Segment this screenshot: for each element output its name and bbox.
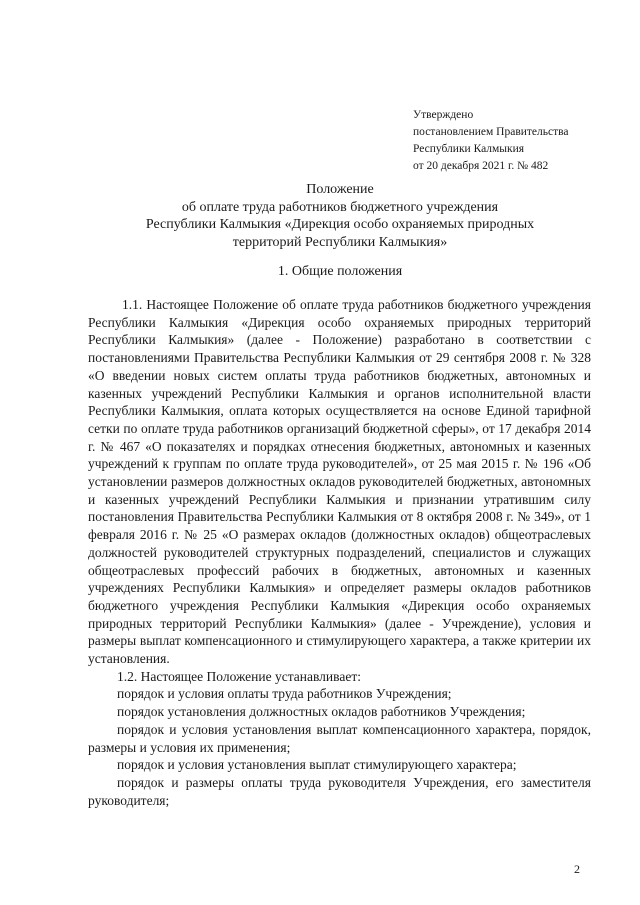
list-item: порядок и условия установления выплат стимулирующего характера; (117, 757, 517, 773)
section-heading: 1. Общие положения (277, 264, 403, 279)
approval-line: от 20 декабря 2021 г. № 482 (413, 160, 549, 172)
page-number: 2 (574, 862, 580, 876)
title-line: территорий Республики Калмыкия» (232, 234, 448, 250)
list-item: порядок и условия оплаты труда работников Учреждения; (117, 686, 452, 702)
list-item: порядок и условия установления выплат компенсационного характера, порядок, размеры и условия их применения; (88, 721, 591, 755)
list-item: порядок и размеры оплаты труда руководителя Учреждения, его заместителя руководителя; (88, 774, 591, 808)
paragraph-1-1: 1.1. Настоящее Положение об оплате труда работников бюджетного учреждения Республики Калмыкия «Дирекция особо охраняемых природных территорий Республики Калмыкия» (далее - Положение) разработано в соответствии с постановлениями Правительства Республики Калмыкия от 29 сентября 2008 г. № 328 «О введении новых систем оплаты труда работников бюджетных, автономных и казенных учреждений Республики Калмыкия и органов исполнительной власти Республики Калмыкия, оплата которых осуществляется на основе Единой тарифной сетки по оплате труда работников организаций бюджетной сферы», от 17 декабря 2014 г. № 467 «О показателях и порядках отнесения бюджетных, автономных и казенных учреждений к группам по оплате труда руководителей», от 25 мая 2015 г. № 196 «Об установлении размеров должностных окладов руководителей бюджетных, автономных и казенных учреждений Республики Калмыкия и признании утратившим силу постановления Правительства Республики Калмыкия от 8 октября 2008 г. № 349», от 1 февраля 2016 г. № 25 «О размерах окладов (должностных окладов) общеотраслевых должностей руководителей структурных подразделений, специалистов и служащих общеотраслевых профессий рабочих в бюджетных, автономных и казенных учреждениях Республики Калмыкия» и определяет размеры окладов работников бюджетного учреждения Республики Калмыкия «Дирекция особо охраняемых природных территорий Республики Калмыкия» (далее - Учреждение), условия и размеры выплат компенсационного и стимулирующего характера, а также критерии их установления. (88, 297, 591, 667)
approval-stamp (413, 107, 569, 175)
approval-line: постановлением Правительства (413, 126, 569, 138)
document-body (88, 296, 591, 809)
approval-line: Республики Калмыкия (413, 143, 525, 155)
list-item: порядок установления должностных окладов работников Учреждения; (117, 704, 526, 720)
document-title (110, 181, 570, 251)
title-line: об оплате труда работников бюджетного учреждения (181, 199, 499, 215)
title-line: Положение (306, 182, 374, 197)
title-line: Республики Калмыкия «Дирекция особо охраняемых природных (145, 217, 535, 232)
paragraph-1-2: 1.2. Настоящее Положение устанавливает: (117, 668, 361, 684)
approval-line: Утверждено (413, 109, 474, 121)
